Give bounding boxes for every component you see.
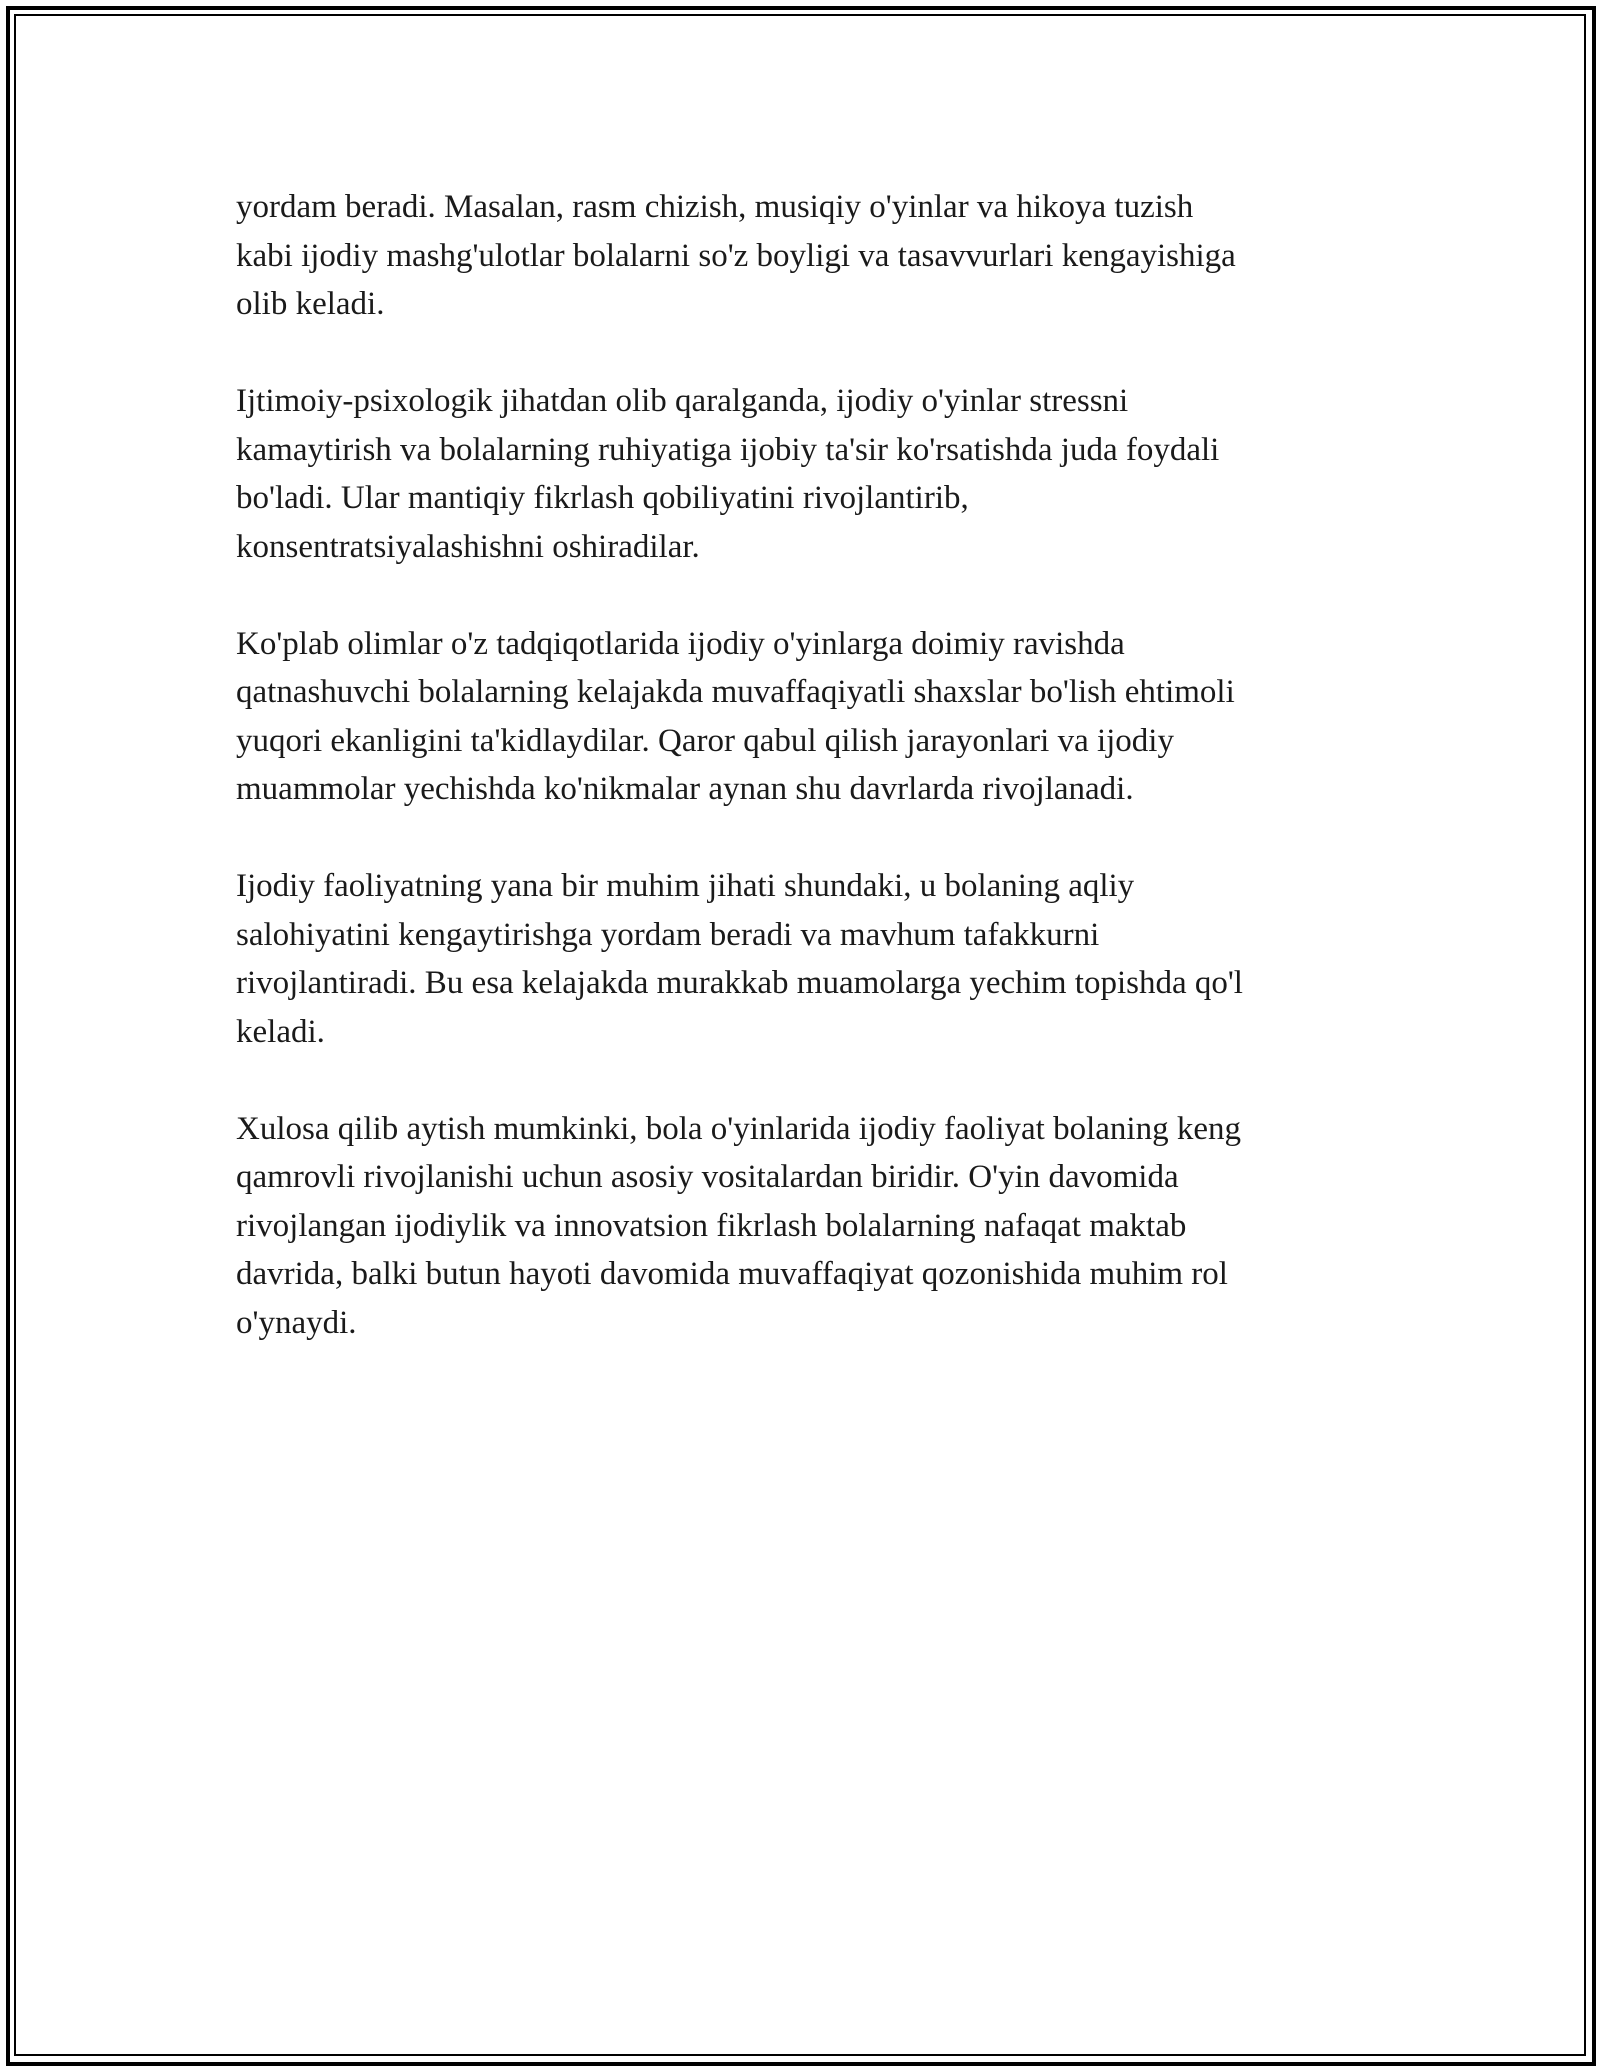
text-line: muammolar yechishda ko'nikmalar aynan shu davrlarda rivojlanadi.: [236, 771, 1134, 807]
text-line: Ijodiy faoliyatning yana bir muhim jihati shundaki, u bolaning aqliy: [236, 868, 1135, 904]
text-line: Xulosa qilib aytish mumkinki, bola o'yinlarida ijodiy faoliyat bolaning keng: [236, 1110, 1241, 1147]
paragraph-4: [236, 862, 1366, 1056]
paragraph-2: [236, 377, 1366, 571]
paragraph-1: [236, 183, 1366, 329]
text-line: yordam beradi. Masalan, rasm chizish, musiqiy o'yinlar va hikoya tuzish: [236, 189, 1194, 225]
text-line: qatnashuvchi bolalarning kelajakda muvaffaqiyatli shaxslar bo'lish ehtimoli: [236, 674, 1235, 710]
text-line: yuqori ekanligini ta'kidlaydilar. Qaror qabul qilish jarayonlari va ijodiy: [236, 722, 1174, 759]
document-body: [236, 183, 1366, 1396]
text-line: rivojlantiradi. Bu esa kelajakda murakkab muamolarga yechim topishda qo'l: [236, 965, 1243, 1001]
paragraph-5: [236, 1105, 1366, 1348]
text-line: salohiyatini kengaytirishga yordam beradi va mavhum tafakkurni: [236, 916, 1100, 953]
text-line: olib keladi.: [236, 286, 385, 322]
paragraph-3: [236, 620, 1366, 814]
text-line: keladi.: [236, 1013, 325, 1050]
text-line: davrida, balki butun hayoti davomida muvaffaqiyat qozonishida muhim rol: [236, 1256, 1228, 1292]
text-line: kamaytirish va bolalarning ruhiyatiga ijobiy ta'sir ko'rsatishda juda foydali: [236, 431, 1220, 468]
text-line: kabi ijodiy mashg'ulotlar bolalarni so'z boyligi va tasavvurlari kengayishiga: [236, 237, 1236, 274]
text-line: rivojlangan ijodiylik va innovatsion fikrlash bolalarning nafaqat maktab: [236, 1207, 1187, 1244]
text-line: Ko'plab olimlar o'z tadqiqotlarida ijodiy o'yinlarga doimiy ravishda: [236, 625, 1125, 662]
text-line: o'ynaydi.: [236, 1304, 357, 1341]
text-line: qamrovli rivojlanishi uchun asosiy vositalardan biridir. O'yin davomida: [236, 1159, 1179, 1195]
text-line: bo'ladi. Ular mantiqiy fikrlash qobiliyatini rivojlantirib,: [236, 480, 969, 516]
text-line: Ijtimoiy-psixologik jihatdan olib qaralganda, ijodiy o'yinlar stressni: [236, 383, 1129, 419]
text-line: konsentratsiyalashishni oshiradilar.: [236, 528, 700, 565]
